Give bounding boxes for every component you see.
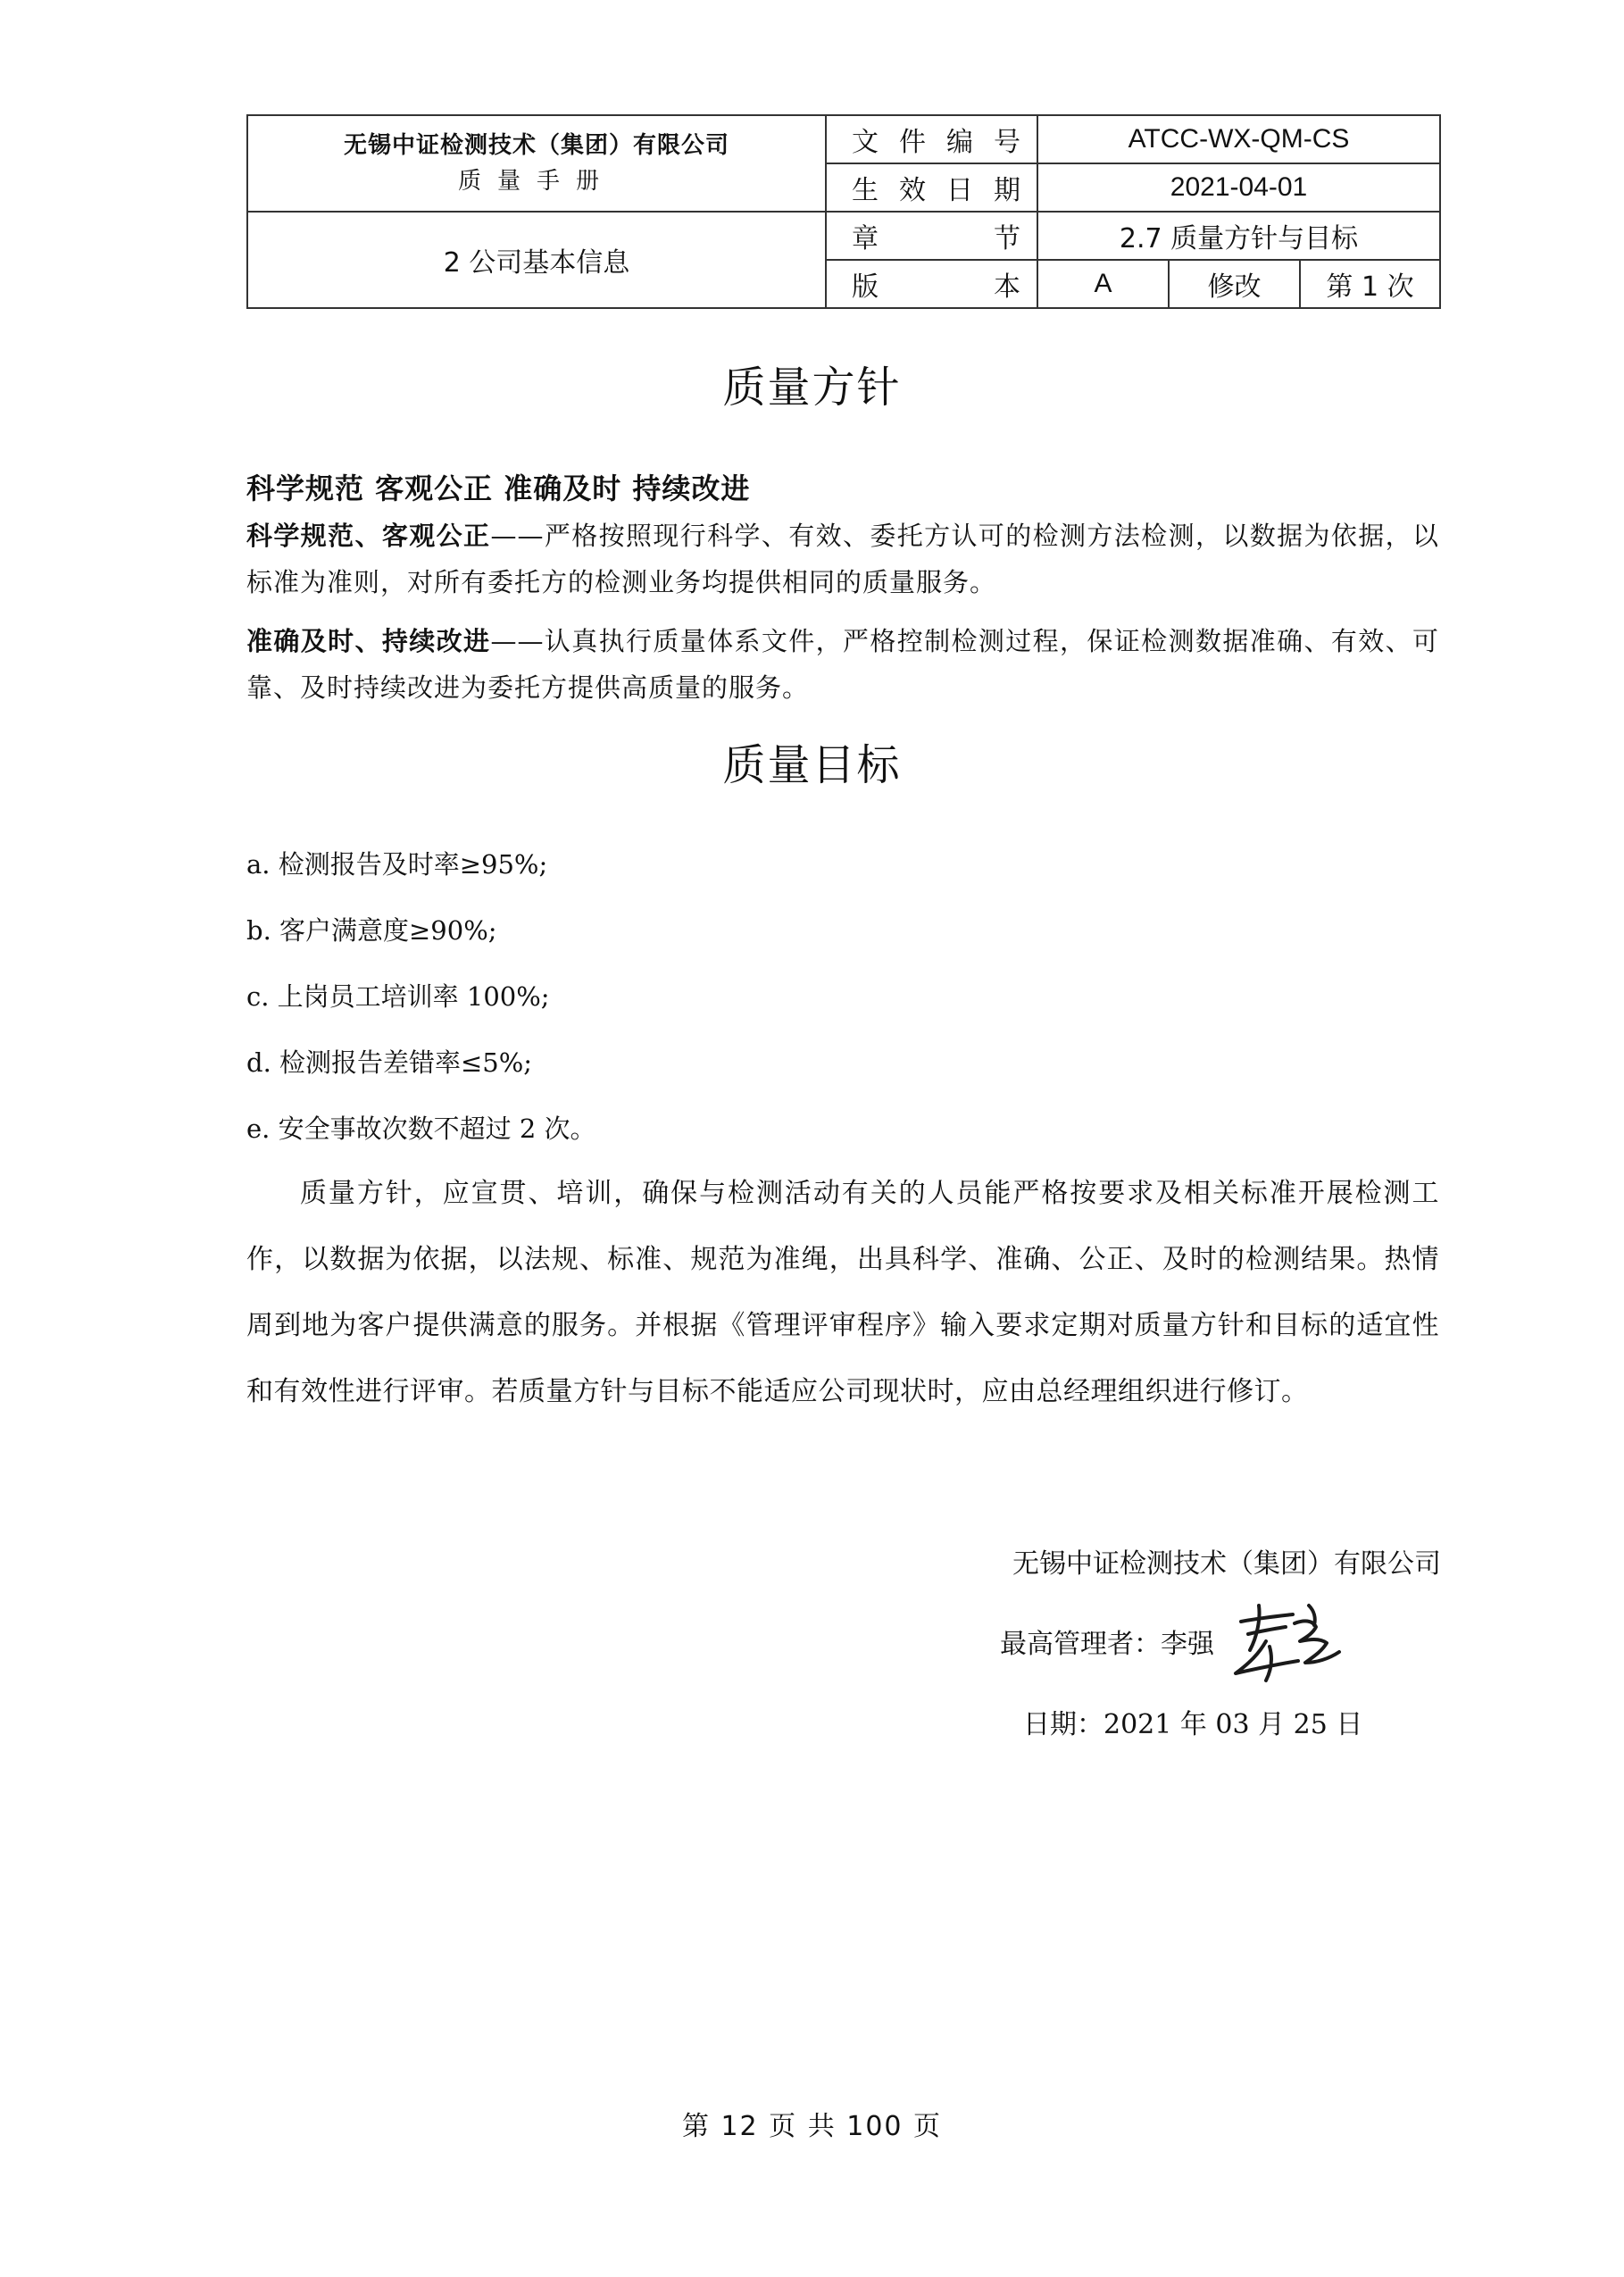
label-char: 文 [852, 127, 879, 158]
signature-company: 无锡中证检测技术（集团）有限公司 [1012, 1548, 1441, 1580]
policy-title: 质量方针 [722, 363, 902, 413]
revision-label: 修改 [1169, 260, 1300, 308]
policy-item-lead: 准确及时、持续改进 [246, 626, 491, 656]
manual-name: 质量手册 [457, 168, 615, 195]
signature-manager: 最高管理者：李强 [1000, 1629, 1214, 1660]
label-char: 版 [852, 271, 879, 303]
company-name: 无锡中证检测技术（集团）有限公司 [343, 132, 729, 159]
list-item: b. 客户满意度≥90%; [246, 915, 497, 946]
effective-date-label [826, 163, 1037, 212]
objectives-list [246, 847, 1439, 1177]
list-item: c. 上岗员工培训率 100%; [246, 981, 550, 1012]
body-paragraph: 质量方针，应宣贯、培训，确保与检测活动有关的人员能严格按要求及相关标准开展检测工作，以数据为依据，以法规、标准、规范为准绳，出具科学、准确、公正、及时的检测结果。热情周到地为客户提供满意的服务。并根据《管理评审程序》输入要求定期对质量方针和目标的适宜性和有效性进行评审。若质量方针与目标不能适应公司现状时，应由总经理组织进行修订。 [246, 1178, 1439, 1407]
doc-no-value: ATCC-WX-QM-CS [1037, 115, 1440, 163]
page-footer: 第 12 页 共 100 页 [681, 2111, 943, 2142]
list-item: d. 检测报告差错率≤5%; [246, 1047, 533, 1078]
policy-item-lead: 科学规范、客观公正 [246, 521, 491, 551]
section-label [826, 212, 1037, 260]
list-item: a. 检测报告及时率≥95%; [246, 849, 548, 880]
policy-item-text: ——认真执行质量体系文件，严格控制检测过程，保证检测数据准确、有效、可靠、及时持续改进为委托方提供高质量的服务。 [246, 626, 1439, 703]
policy-item-2 [246, 618, 1439, 711]
handwritten-signature [1223, 1588, 1348, 1686]
chapter-title: 2 公司基本信息 [247, 212, 826, 308]
label-char: 章 [852, 223, 879, 254]
doc-no-label [826, 115, 1037, 163]
policy-slogan: 科学规范 客观公正 准确及时 持续改进 [246, 471, 751, 505]
label-char: 效 [899, 175, 926, 206]
version-label [826, 260, 1037, 308]
header-table [246, 114, 1441, 309]
objectives-title: 质量目标 [722, 740, 902, 790]
label-char: 件 [899, 127, 926, 158]
label-char: 号 [994, 127, 1020, 158]
label-char: 编 [946, 127, 973, 158]
signature-date: 日期：2021 年 03 月 25 日 [1023, 1709, 1363, 1740]
revision-value: 第 1 次 [1300, 260, 1440, 308]
policy-item-1 [246, 513, 1439, 605]
version-value: A [1037, 260, 1169, 308]
effective-date-value: 2021-04-01 [1037, 163, 1440, 212]
label-char: 节 [994, 223, 1020, 254]
company-cell [247, 115, 826, 212]
policy-item-text: ——严格按照现行科学、有效、委托方认可的检测方法检测，以数据为依据，以标准为准则，对所有委托方的检测业务均提供相同的质量服务。 [246, 521, 1439, 597]
label-char: 日 [946, 175, 973, 206]
list-item: e. 安全事故次数不超过 2 次。 [246, 1113, 596, 1144]
label-char: 本 [994, 271, 1020, 303]
label-char: 生 [852, 175, 879, 206]
label-char: 期 [994, 175, 1020, 206]
section-value: 2.7 质量方针与目标 [1037, 212, 1440, 260]
